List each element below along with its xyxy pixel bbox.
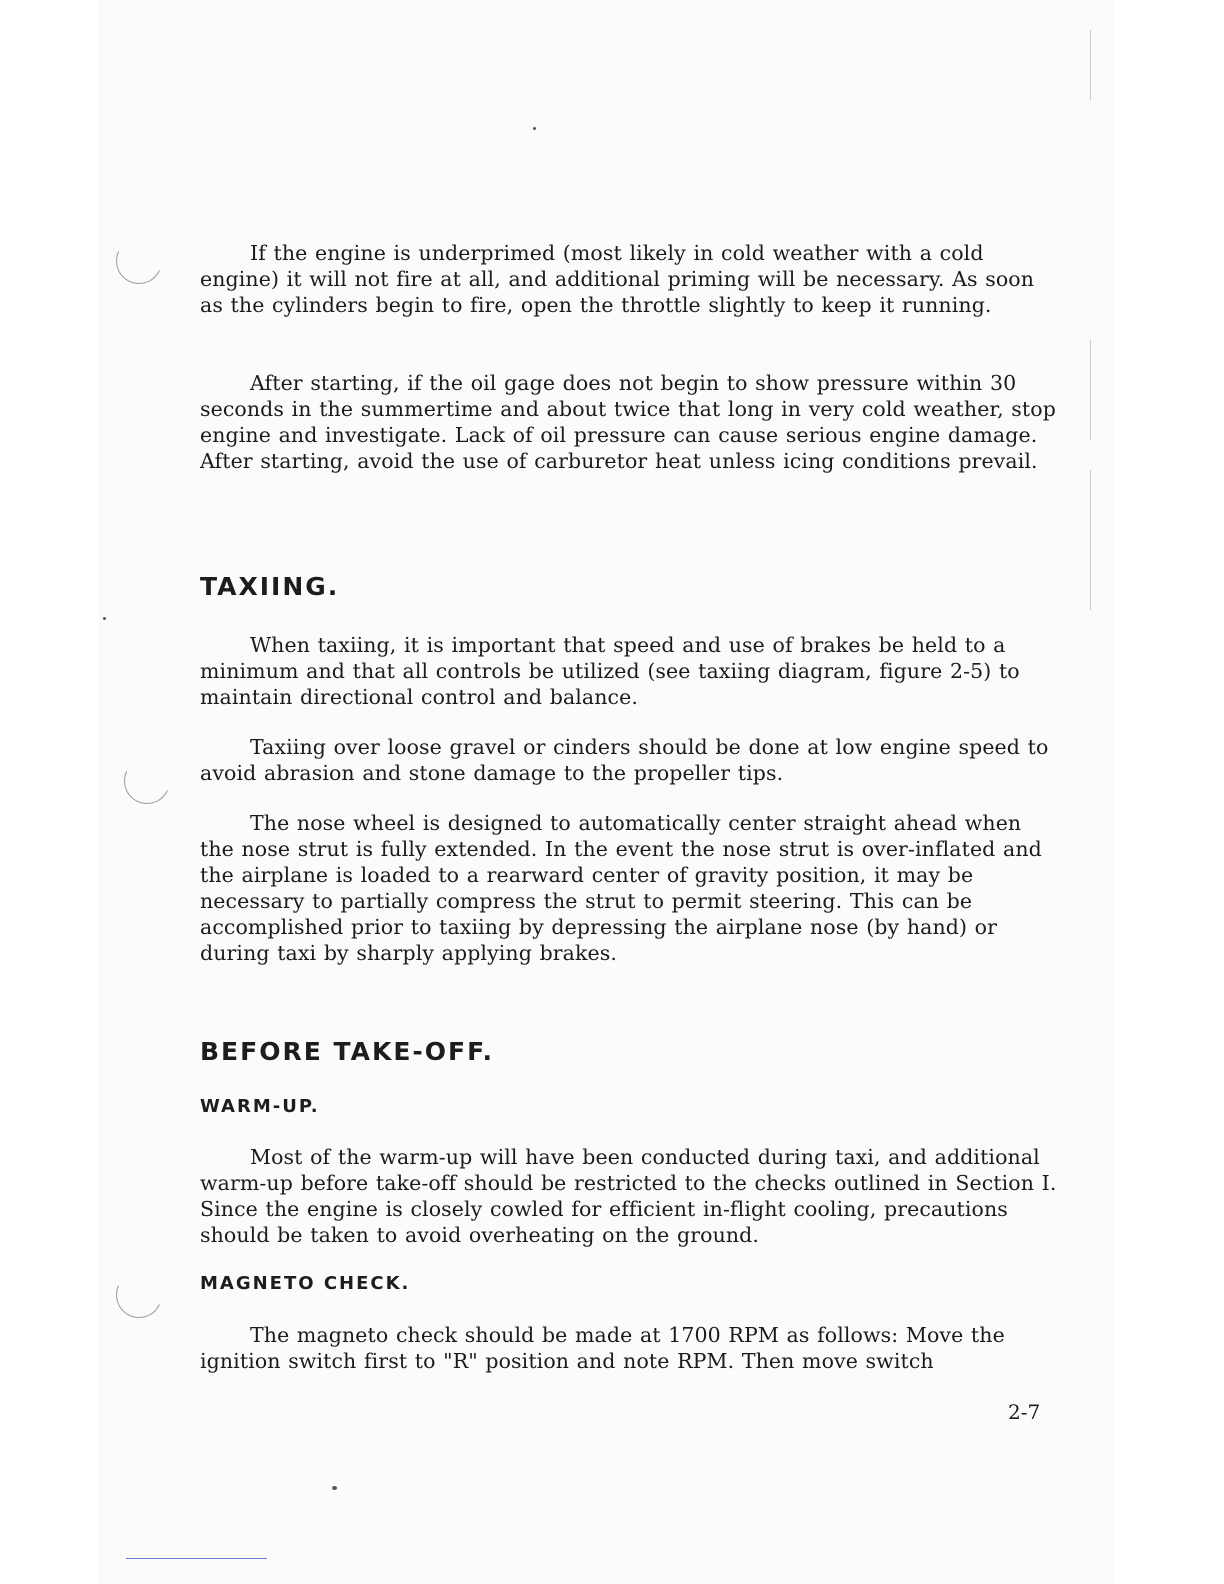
scan-artifact-line (1090, 470, 1091, 610)
paragraph-magneto-check: The magneto check should be made at 1700 RPM as follows: Move the ignition switch first to "R" position and note RPM. Then move switch (200, 1323, 1005, 1373)
scan-artifact-line (1090, 30, 1091, 100)
scan-margin-right (1114, 0, 1224, 1584)
page-number: 2-7 (1008, 1400, 1041, 1424)
scan-artifact-line (1090, 340, 1091, 440)
binder-hole-mark (110, 232, 169, 291)
paragraph-underpriming: If the engine is underprimed (most likely in cold weather with a cold engine) it will not fire at all, and additional priming will be necessary. As soon as the cylinders begin to fire, open the throttle slightly to keep it running. (200, 241, 1035, 317)
heading-magneto-check: MAGNETO CHECK. (200, 1273, 411, 1294)
heading-warm-up: WARM-UP. (200, 1096, 320, 1117)
binder-hole-mark (110, 1266, 169, 1325)
heading-taxiing: TAXIING. (200, 572, 340, 601)
scan-speck (103, 617, 106, 620)
scan-margin-left (0, 0, 98, 1584)
paragraph-nose-wheel: The nose wheel is designed to automatically center straight ahead when the nose strut is fully extended. In the event the nose strut is over-inflated and the airplane is loaded to a rearward center of gravity position, it may be necessary to partially compress the strut to permit steering. This can be accomplished prior to taxiing by depressing the airplane nose (by hand) or during taxi by sharply applying brakes. (200, 811, 1042, 965)
scan-speck (332, 1486, 337, 1490)
heading-before-takeoff: BEFORE TAKE-OFF. (200, 1037, 495, 1066)
paragraph-taxiing-controls: When taxiing, it is important that speed and use of brakes be held to a minimum and that all controls be utilized (see taxiing diagram, figure 2-5) to maintain directional control and balance. (200, 633, 1020, 709)
paragraph-warm-up: Most of the warm-up will have been conducted during taxi, and additional warm-up before take-off should be restricted to the checks outlined in Section I. Since the engine is closely cowled for efficient in-flight cooling, precautions should be taken to avoid overheating on the ground. (200, 1145, 1057, 1247)
footer-link-underline (126, 1558, 267, 1559)
paragraph-taxiing-gravel: Taxiing over loose gravel or cinders should be done at low engine speed to avoid abrasion and stone damage to the propeller tips. (200, 735, 1049, 785)
binder-hole-mark (118, 752, 177, 811)
scan-speck (533, 127, 536, 130)
paragraph-oil-pressure: After starting, if the oil gage does not begin to show pressure within 30 seconds in the summertime and about twice that long in very cold weather, stop engine and investigate. Lack of oil pressure can cause serious engine damage. After starting, avoid the use of carburetor heat unless icing conditions prevail. (200, 371, 1056, 473)
